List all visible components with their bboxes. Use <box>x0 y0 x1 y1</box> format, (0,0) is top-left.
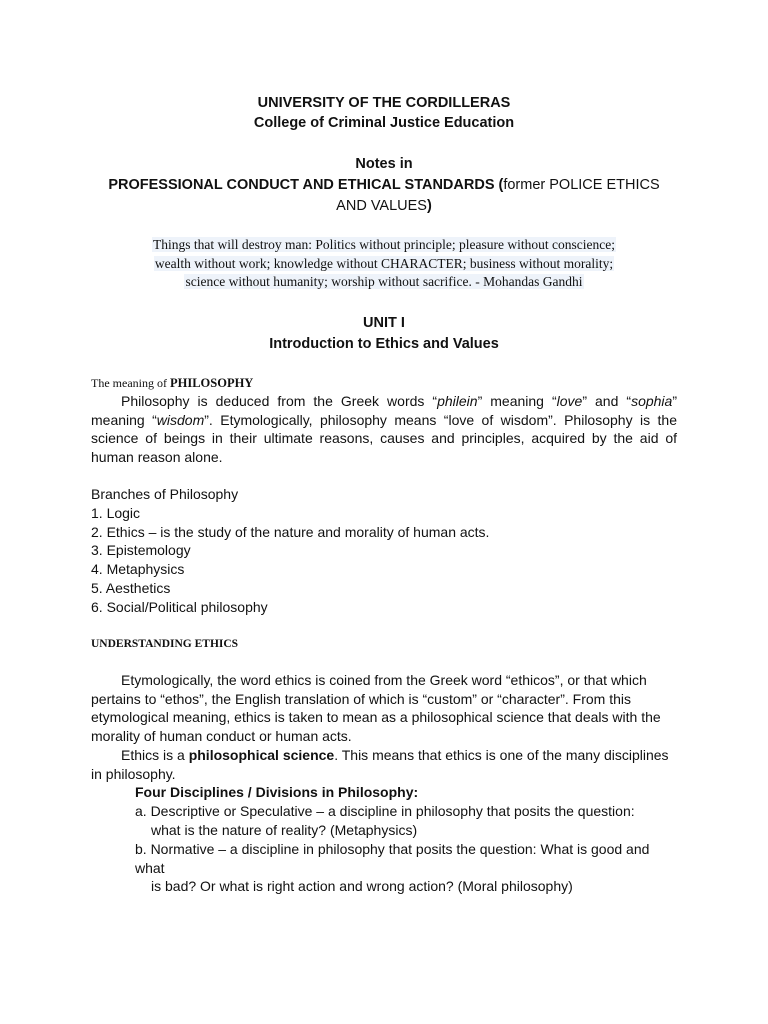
course-title-former: former POLICE ETHICS <box>503 177 660 193</box>
ethics-paragraph-1 <box>91 671 677 746</box>
philosophy-text-d: ” meaning “ <box>91 393 677 428</box>
discipline-b-line1: b. Normative – a discipline in philosophy that posits the question: What is good and what <box>135 841 650 876</box>
sophia-word: sophia <box>631 393 673 409</box>
unit-title: Introduction to Ethics and Values <box>269 336 499 352</box>
wisdom-word: wisdom <box>156 411 205 428</box>
philosophy-heading-word: PHILOSOPHY <box>169 376 254 390</box>
gandhi-quote <box>120 236 648 292</box>
philosophy-heading <box>91 375 253 391</box>
discipline-a-line1: a. Descriptive or Speculative – a discipline in philosophy that posits the question: <box>135 803 635 819</box>
discipline-b-line2: is bad? Or what is right action and wrong action? (Moral philosophy) <box>151 878 573 895</box>
disciplines-title: Four Disciplines / Divisions in Philosophy: <box>135 784 419 800</box>
branch-item: 2. Ethics – is the study of the nature and morality of human acts. <box>91 523 490 540</box>
branch-item: 3. Epistemology <box>91 542 191 559</box>
philosophy-text-e: ”. Etymologically, philosophy means “love of wisdom”. Philosophy is the science of beings in their ultimate reasons, causes and principles, acquired by the aid of human reason alone. <box>91 411 677 465</box>
quote-line-1: Things that will destroy man: Politics without principle; pleasure without conscience; <box>153 237 615 252</box>
branch-item: 1. Logic <box>91 504 141 521</box>
course-title <box>0 175 768 196</box>
discipline-a-line2: what is the nature of reality? (Metaphysics) <box>151 821 418 838</box>
branch-item: 4. Metaphysics <box>91 561 185 578</box>
philein-word: philein <box>437 393 478 409</box>
philosophy-text-b: ” meaning “ <box>477 393 557 409</box>
ethics-heading: UNDERSTANDING ETHICS <box>91 638 239 650</box>
ethics-p2-text-a: Ethics is a <box>121 747 189 763</box>
university-name: UNIVERSITY OF THE CORDILLERAS <box>257 95 511 111</box>
college-name: College of Criminal Justice Education <box>253 115 515 131</box>
branch-item: 5. Aesthetics <box>91 580 171 596</box>
quote-line-2: wealth without work; knowledge without CHARACTER; business without morality; <box>154 255 614 271</box>
philosophy-text-a: Philosophy is deduced from the Greek words “ <box>121 393 438 409</box>
philosophical-science-bold: philosophical science <box>188 747 335 763</box>
course-title-close: ) <box>426 198 432 214</box>
course-title-bold: PROFESSIONAL CONDUCT AND ETHICAL STANDARDS ( <box>108 177 504 193</box>
philosophy-text-c: ” and “ <box>582 393 632 409</box>
love-word: love <box>556 393 583 409</box>
notes-in-label: Notes in <box>355 156 413 172</box>
course-title-line2 <box>0 196 768 217</box>
philosophy-heading-prefix: The meaning of <box>91 376 170 390</box>
course-title-line2-text: AND VALUES <box>336 198 427 214</box>
discipline-a <box>135 802 680 839</box>
philosophy-paragraph <box>91 392 677 466</box>
quote-line-3: science without humanity; worship without sacrifice. - Mohandas Gandhi <box>185 274 583 289</box>
discipline-b <box>135 840 680 896</box>
ethics-paragraph-1-text: Etymologically, the word ethics is coined from the Greek word “ethicos”, or that which pertains to “ethos”, the English translation of which is “custom” or “character”. From this etymological meaning, ethics is taken to mean as a philosophical science that deals with the morality of human conduct or human acts. <box>91 672 661 745</box>
branch-item: 6. Social/Political philosophy <box>91 598 268 615</box>
ethics-p2-text-b: . This means that ethics is one of the many disciplines in philosophy. <box>91 747 669 782</box>
unit-number: UNIT I <box>363 315 405 331</box>
ethics-paragraph-2 <box>91 746 677 783</box>
branches-title: Branches of Philosophy <box>91 486 239 502</box>
